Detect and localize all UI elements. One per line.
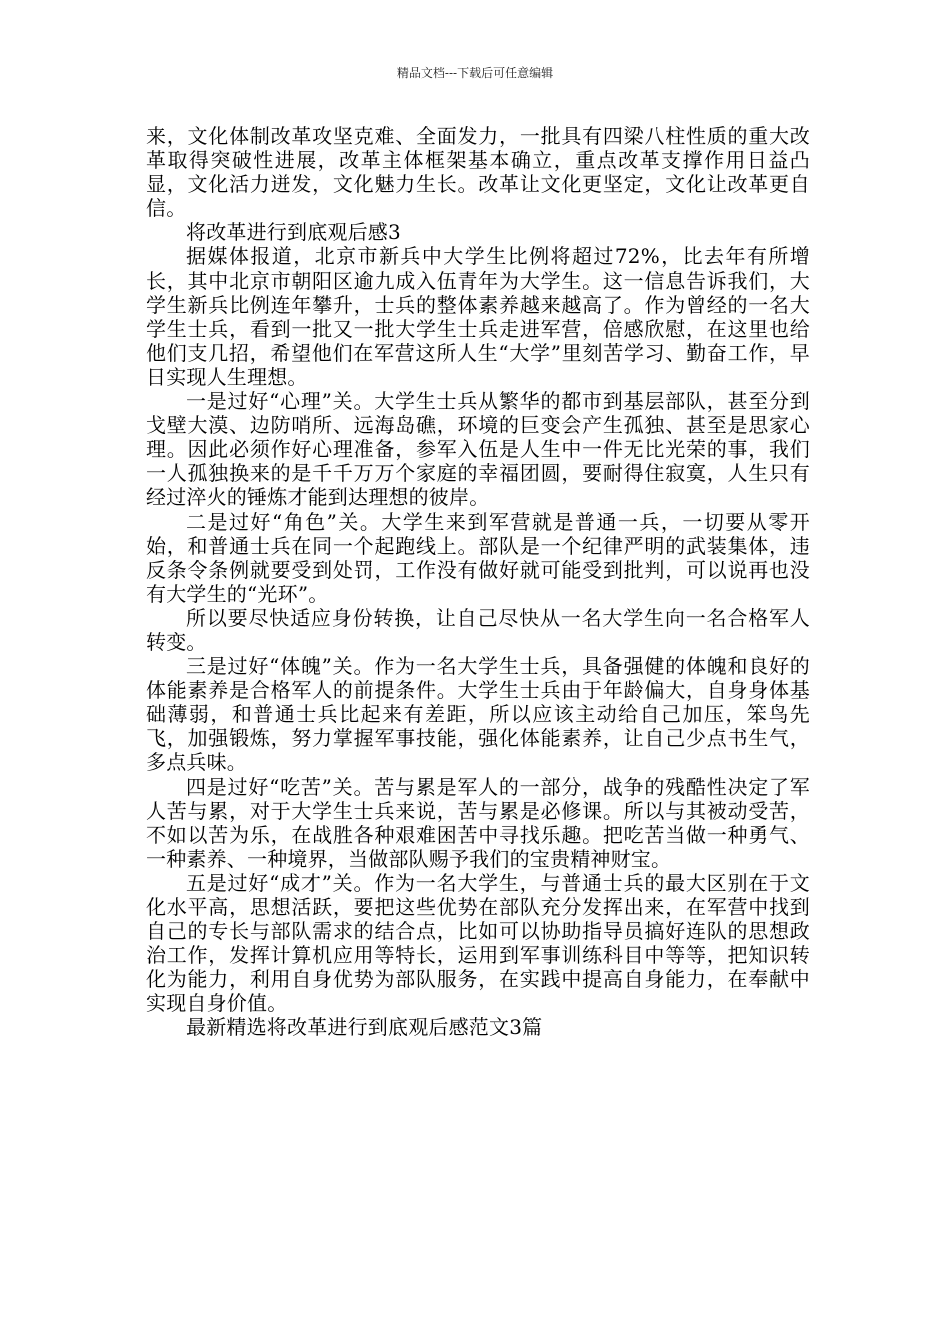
paragraph-point-4: 四是过好“吃苦”关。苦与累是军人的一部分，战争的残酷性决定了军人苦与累，对于大学生士兵来说，苦与累是必修课。所以与其被动受苦，不如以苦为乐，在战胜各种艰难困苦中寻找乐趣。把吃苦当做一种勇气、一种素养、一种境界，当做部队赐予我们的宝贵精神财宝。 [146, 774, 810, 871]
closing-title: 最新精选将改革进行到底观后感范文3篇 [186, 1015, 543, 1040]
paragraph-point-2-cont: 所以要尽快适应身份转换，让自己尽快从一名大学生向一名合格军人转变。 [146, 605, 810, 654]
paragraph-point-3: 三是过好“体魄”关。作为一名大学生士兵，具备强健的体魄和良好的体能素养是合格军人的前提条件。大学生士兵由于年龄偏大，自身身体基础薄弱，和普通士兵比起来有差距，所以应该主动给自己加压，笨鸟先飞，加强锻炼，努力掌握军事技能，强化体能素养，让自己少点书生气，多点兵味。 [146, 654, 810, 775]
page-header: 精品文档---下载后可任意编辑 [396, 66, 554, 80]
paragraph-intro: 据媒体报道，北京市新兵中大学生比例将超过72%，比去年有所增长，其中北京市朝阳区逾九成入伍青年为大学生。这一信息告诉我们，大学生新兵比例连年攀升，士兵的整体素养越来越高了。作为曾经的一名大学生士兵，看到一批又一批大学生士兵走进军营，倍感欣慰，在这里也给他们支几招，希望他们在军营这所人生“大学”里刻苦学习、勤奋工作，早日实现人生理想。 [146, 244, 810, 389]
paragraph-point-2: 二是过好“角色”关。大学生来到军营就是普通一兵，一切要从零开始，和普通士兵在同一个起跑线上。部队是一个纪律严明的武装集体，违反条令条例就要受到处罚，工作没有做好就可能受到批判，可以说再也没有大学生的“光环”。 [146, 509, 810, 606]
document-body [146, 124, 810, 1040]
paragraph-point-1: 一是过好“心理”关。大学生士兵从繁华的都市到基层部队，甚至分到戈壁大漠、边防哨所、远海岛礁，环境的巨变会产生孤独、甚至是思家心理。因此必须作好心理准备，参军入伍是人生中一件无比光荣的事，我们一人孤独换来的是千千万万个家庭的幸福团圆，要耐得住寂寞，人生只有经过淬火的锤炼才能到达理想的彼岸。 [146, 389, 810, 510]
paragraph-continuation: 来，文化体制改革攻坚克难、全面发力，一批具有四梁八柱性质的重大改革取得突破性进展，改革主体框架基本确立，重点改革支撑作用日益凸显，文化活力迸发，文化魅力生长。改革让文化更坚定，文化让改革更自信。 [146, 124, 810, 221]
section-heading: 将改革进行到底观后感3 [186, 220, 401, 245]
paragraph-point-5: 五是过好“成才”关。作为一名大学生，与普通士兵的最大区别在于文化水平高，思想活跃，要把这些优势在部队充分发挥出来，在军营中找到自己的专长与部队需求的结合点，比如可以协助指导员搞好连队的思想政治工作，发挥计算机应用等特长，运用到军事训练科目中等等，把知识转化为能力，利用自身优势为部队服务，在实践中提高自身能力，在奉献中实现自身价值。 [146, 870, 810, 1016]
